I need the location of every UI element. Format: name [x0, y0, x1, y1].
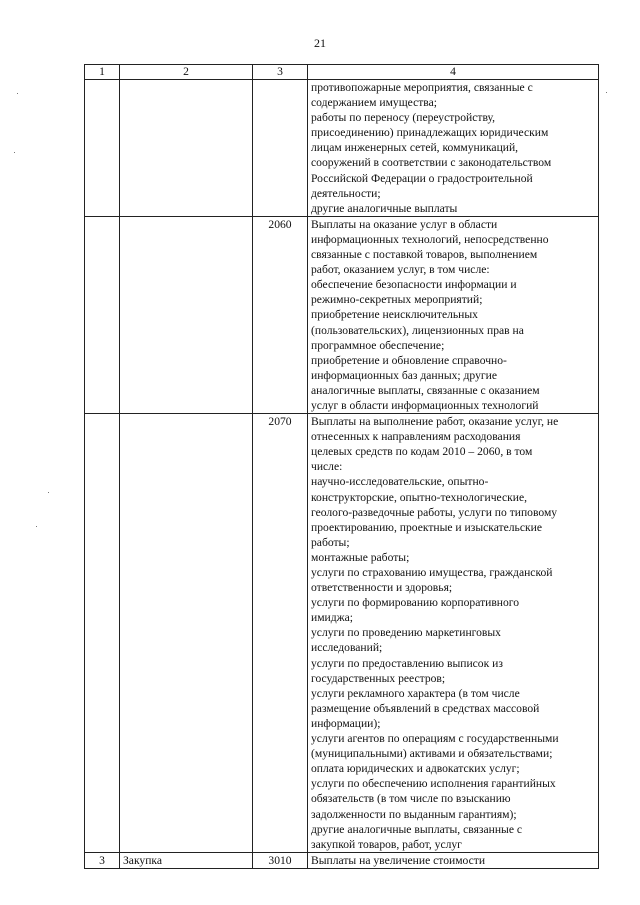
description-line: противопожарные мероприятия, связанные с: [311, 81, 533, 94]
description-line: работы;: [311, 535, 350, 549]
description-line: числе:: [311, 460, 343, 474]
description-line: ответственности и здоровья;: [311, 581, 453, 595]
description-line: работ, оказанием услуг, в том числе:: [311, 263, 490, 277]
header-col-3: 3: [253, 65, 308, 80]
row-number-cell: [85, 216, 120, 413]
description-line: информации);: [311, 716, 381, 730]
scan-speck: [48, 492, 49, 493]
description-line: другие аналогичные выплаты, связанные с: [311, 822, 523, 836]
scan-speck: [606, 92, 607, 93]
description-line: услуги рекламного характера (в том числе: [311, 686, 520, 700]
description-line: услуги по проведению маркетинговых: [311, 626, 501, 640]
scan-speck: [17, 93, 18, 94]
description-line: информационных баз данных; другие: [311, 368, 497, 382]
description-line: отнесенных к направлениям расходования: [311, 430, 521, 444]
description-line: услуги по обеспечению исполнения гарантийных: [311, 777, 556, 791]
description-line: обязательств (в том числе по взысканию: [311, 792, 511, 806]
description-line: имиджа;: [311, 611, 354, 625]
row-name-cell: [120, 80, 253, 217]
row-code-cell: 3010: [253, 852, 308, 868]
scan-speck: [14, 152, 15, 153]
row-description-cell: [308, 80, 599, 217]
row-name-cell: Закупка: [120, 852, 253, 868]
description-line: геолого-разведочные работы, услуги по типовому: [311, 505, 558, 519]
description-line: монтажные работы;: [311, 550, 410, 564]
description-line: режимно-секретных мероприятий;: [311, 293, 483, 307]
description-line: услуги по страхованию имущества, гражданской: [311, 566, 553, 579]
description-line: другие аналогичные выплаты: [311, 201, 458, 215]
description-line: услуги агентов по операциям с государственными: [311, 732, 559, 746]
row-code-cell: 2070: [253, 414, 308, 853]
row-name-cell: [120, 216, 253, 413]
description-line: конструкторские, опытно-технологические,: [311, 490, 528, 504]
table-body: [85, 80, 599, 869]
description-line: исследований;: [311, 641, 383, 655]
header-col-2: 2: [120, 65, 253, 80]
description-line: услуги по формированию корпоративного: [311, 596, 520, 610]
description-line: лицам инженерных сетей, коммуникаций,: [311, 141, 519, 155]
row-number-cell: 3: [85, 852, 120, 868]
header-col-1: 1: [85, 65, 120, 80]
description-line: размещение объявлений в средствах массовой: [311, 701, 540, 715]
description-line: деятельности;: [311, 186, 381, 200]
row-name-cell: [120, 414, 253, 853]
description-line: целевых средств по кодам 2010 – 2060, в том: [311, 445, 533, 459]
description-line: работы по переносу (переустройству,: [311, 111, 496, 125]
description-line: связанные с поставкой товаров, выполнением: [311, 248, 538, 262]
description-line: аналогичные выплаты, связанные с оказанием: [311, 383, 540, 397]
description-line: информационных технологий, непосредственно: [311, 232, 549, 246]
description-line: обеспечение безопасности информации и: [311, 278, 517, 292]
description-line: закупкой товаров, работ, услуг: [311, 837, 462, 851]
description-line: Выплаты на оказание услуг в области: [311, 217, 498, 231]
description-line: проектированию, проектные и изыскательские: [311, 520, 542, 534]
description-line: (пользовательских), лицензионных прав на: [311, 323, 524, 337]
description-line: Российской Федерации о градостроительной: [311, 171, 533, 185]
description-line: услуги по предоставлению выписок из: [311, 656, 503, 670]
description-line: программное обеспечение;: [311, 338, 445, 352]
row-description-cell: [308, 852, 599, 868]
description-line: оплата юридических и адвокатских услуг;: [311, 762, 520, 776]
row-code-cell: 2060: [253, 216, 308, 413]
page-number: 21: [314, 36, 326, 50]
header-col-4: 4: [308, 65, 599, 80]
row-number-cell: [85, 414, 120, 853]
row-code-cell: [253, 80, 308, 217]
description-line: Выплаты на выполнение работ, оказание услуг, не: [311, 415, 559, 429]
table-row: [85, 852, 599, 868]
description-line: государственных реестров;: [311, 671, 446, 685]
scan-speck: [36, 526, 37, 527]
description-line: (муниципальными) активами и обязательствами;: [311, 747, 553, 761]
description-line: задолженности по выданным гарантиям);: [311, 807, 517, 821]
table-row: [85, 216, 599, 413]
table-row: [85, 80, 599, 217]
description-line: сооружений в соответствии с законодательством: [311, 156, 552, 170]
row-description-cell: [308, 414, 599, 853]
description-line: научно-исследовательские, опытно-: [311, 475, 489, 489]
description-line: приобретение и обновление справочно-: [311, 353, 507, 367]
description-line: содержанием имущества;: [311, 96, 437, 110]
header-row: [85, 65, 599, 80]
table-row: [85, 414, 599, 853]
row-number-cell: [85, 80, 120, 217]
expense-codes-table: [84, 64, 599, 869]
description-line: приобретение неисключительных: [311, 308, 478, 322]
description-line: Выплаты на увеличение стоимости: [311, 853, 486, 867]
description-line: услуг в области информационных технологий: [311, 398, 539, 412]
description-line: присоединению) принадлежащих юридическим: [311, 126, 549, 140]
row-description-cell: [308, 216, 599, 413]
